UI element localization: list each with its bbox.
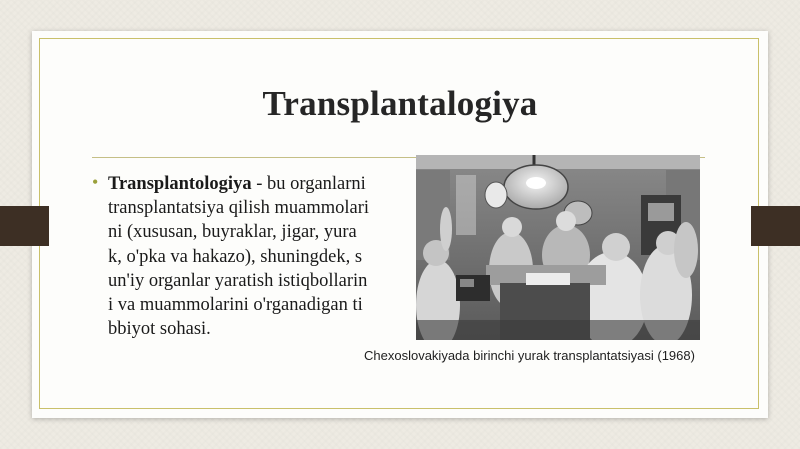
bullet-text [108,172,370,341]
surgery-photo [416,155,700,340]
slide-title: Transplantalogiya [262,84,538,123]
photo-caption: Chexoslovakiyada birinchi yurak transplantatsiyasi (1968) [364,348,695,363]
bullet-marker: • [92,172,99,192]
bullet-term: Transplantologiya [108,174,252,194]
right-accent-tab [751,206,800,246]
bullet-definition: - bu organlarni transplantatsiya qilish muammolarini (xususan, buyraklar, jigar, yurak, o'pka va hakazo), shuningdek, sun'iy organlar yaratish istiqbollarini va muammolarini o'rganadigan tibbiyot sohasi. [108,174,370,340]
left-accent-tab [0,206,49,246]
